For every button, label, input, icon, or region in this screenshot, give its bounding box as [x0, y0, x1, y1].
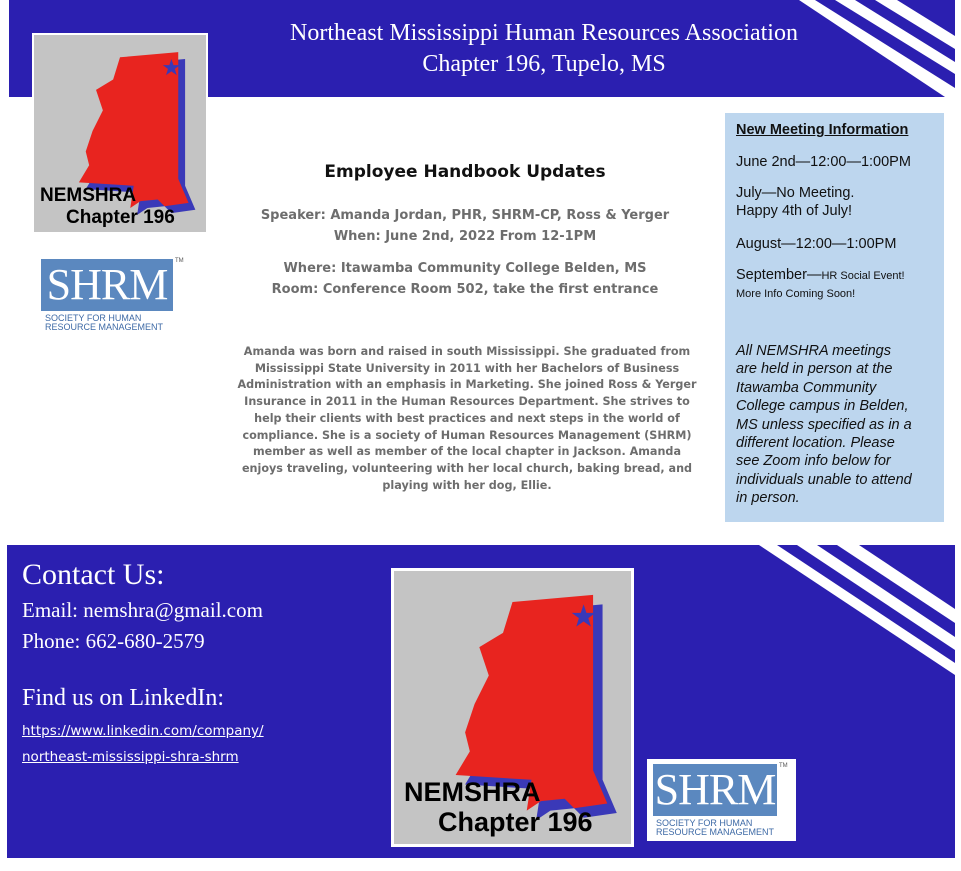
shrm-subtitle-line2: RESOURCE MANAGEMENT — [45, 322, 164, 333]
note-line: All NEMSHRA meetings — [736, 343, 891, 359]
bio-line: enjoys traveling, volunteering with her local church, baking bread, and — [241, 461, 693, 475]
logo-chapter: Chapter 196 — [66, 207, 175, 228]
shrm-subtitle-line2: RESOURCE MANAGEMENT — [656, 827, 775, 838]
sidebar-july — [736, 184, 854, 220]
shrm-subtitle-line1: SOCIETY FOR HUMAN — [656, 818, 753, 828]
sidebar-sept-small: HR Social Event! — [821, 270, 905, 282]
bio-line: compliance. She is a society of Human Resources Management (SHRM) — [242, 428, 692, 442]
nemshra-logo-bottom — [391, 568, 634, 847]
linkedin-link-line1[interactable]: https://www.linkedin.com/company/ — [22, 723, 264, 739]
logo-name: NEMSHRA — [404, 777, 541, 807]
shrm-subtitle — [45, 314, 163, 333]
event-speaker-when — [210, 205, 720, 247]
note-line: College campus in Belden, — [736, 398, 909, 415]
note-line: different location. Please — [736, 435, 895, 452]
linkedin-link-line2[interactable]: northeast-mississippi-shra-shrm — [22, 749, 239, 765]
footer-banner — [7, 545, 955, 858]
bio-line: Administration with an emphasis in Marketing. She joined Ross & Yerger — [237, 378, 697, 392]
note-line: Itawamba Community — [736, 379, 877, 396]
sidebar-july-line1: July—No Meeting. — [736, 185, 855, 201]
event-speaker: Speaker: Amanda Jordan, PHR, SHRM-CP, Ross & Yerger — [260, 208, 670, 223]
event-room: Room: Conference Room 502, take the first entrance — [271, 282, 659, 297]
shrm-letters: SHRM — [41, 259, 173, 311]
note-line: individuals unable to attend — [736, 471, 912, 488]
shrm-logo-top — [38, 254, 188, 336]
bio-line: Amanda was born and raised in south Mississippi. She graduated from — [243, 345, 691, 358]
bio-line: member as well as member of the local chapter in Jackson. Amanda — [252, 445, 681, 459]
speaker-bio — [222, 344, 712, 494]
sidebar-sept-dash: — — [806, 267, 822, 283]
sidebar-september — [736, 266, 905, 303]
bio-line: Mississippi State University in 2011 with her Bachelors of Business — [254, 361, 680, 375]
note-line: in person. — [736, 490, 800, 507]
header-title-line1: Northeast Mississippi Human Resources Association — [290, 20, 798, 46]
logo-chapter: Chapter 196 — [438, 807, 593, 837]
shrm-tm: TM — [175, 258, 184, 264]
shrm-subtitle-line1: SOCIETY FOR HUMAN — [45, 313, 142, 323]
sidebar-sept-main: September — [736, 267, 807, 283]
shrm-tm: TM — [779, 763, 788, 769]
shrm-logo-bottom — [647, 759, 796, 841]
event-where: Where: Itawamba Community College Belden, MS — [283, 261, 647, 276]
sidebar-july-line2: Happy 4th of July! — [736, 203, 853, 219]
linkedin-heading: Find us on LinkedIn: — [22, 685, 224, 711]
sidebar-june: June 2nd—12:00—1:00PM — [736, 154, 911, 170]
contact-heading: Contact Us: — [22, 558, 165, 591]
contact-phone: Phone: 662-680-2579 — [22, 629, 205, 653]
sidebar-heading: New Meeting Information — [736, 122, 909, 138]
header-title-line2: Chapter 196, Tupelo, MS — [422, 51, 666, 77]
event-location — [210, 258, 720, 300]
nemshra-logo-top — [32, 33, 208, 234]
sidebar-august: August—12:00—1:00PM — [736, 236, 897, 252]
contact-email: Email: nemshra@gmail.com — [22, 598, 263, 622]
note-line: see Zoom info below for — [736, 453, 891, 470]
sidebar-sept-small2: More Info Coming Soon! — [736, 288, 856, 300]
shrm-letters: SHRM — [654, 765, 776, 814]
note-line: MS unless specified as in a — [736, 416, 912, 433]
meeting-info-sidebar — [725, 113, 944, 522]
note-line: are held in person at the — [736, 361, 893, 378]
event-title: Employee Handbook Updates — [324, 162, 606, 182]
bio-line: help their clients with best practices and next steps in the world of — [254, 411, 680, 425]
sidebar-note — [736, 342, 936, 508]
bio-line: playing with her dog, Ellie. — [382, 478, 552, 492]
event-when: When: June 2nd, 2022 From 12-1PM — [333, 229, 597, 244]
bio-line: Insurance in 2011 in the Human Resources Department. She strives to — [244, 395, 690, 409]
logo-name: NEMSHRA — [40, 185, 137, 206]
shrm-subtitle — [656, 819, 774, 838]
